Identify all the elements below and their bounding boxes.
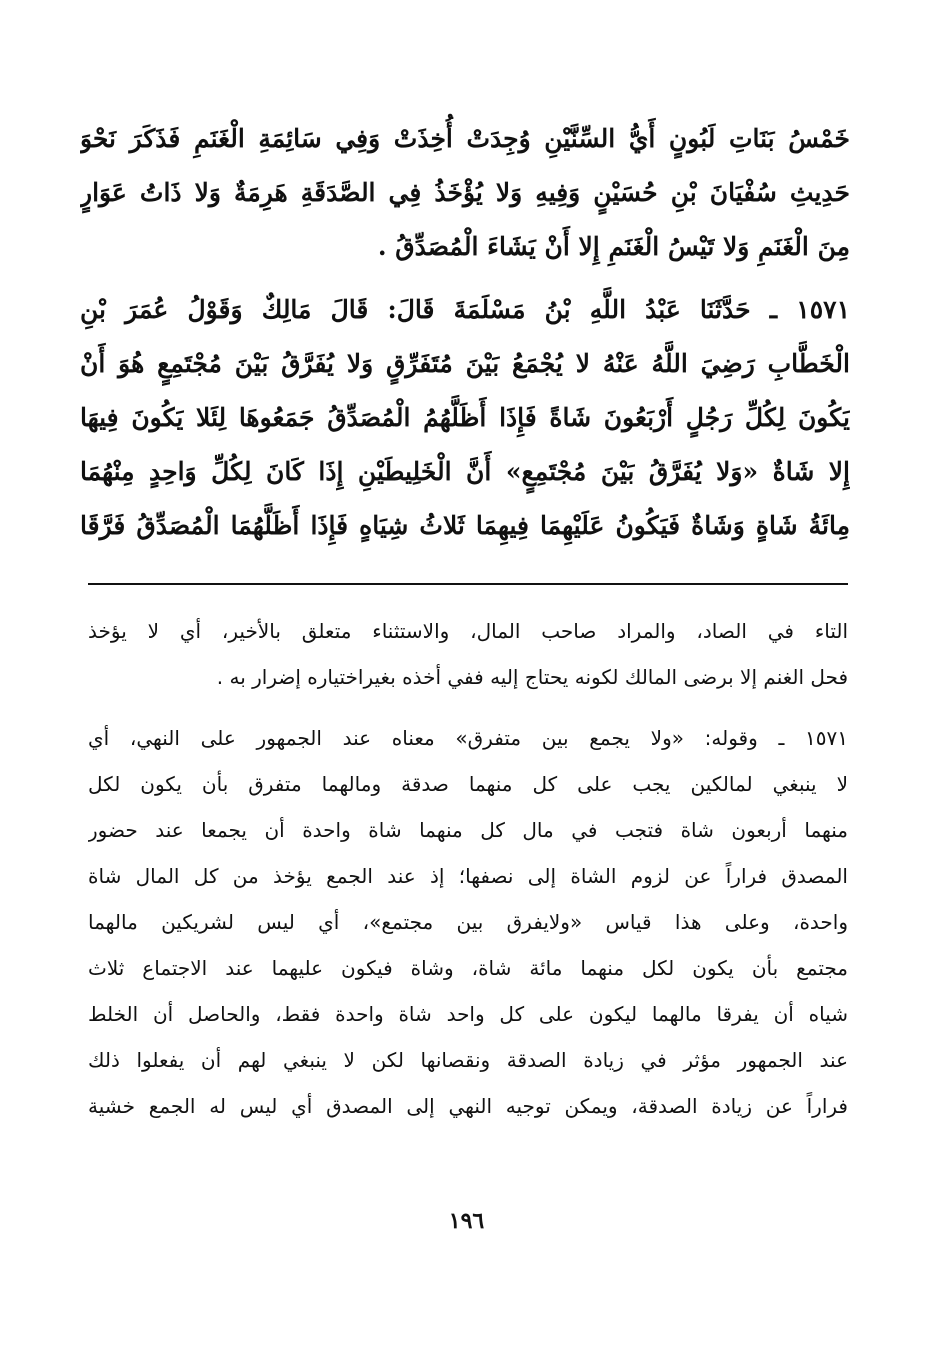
footnote-line: عند الجمهور مؤثر في زيادة الصدقة ونقصانها لكن لا ينبغي لهم أن يفعلوا ذلك [88,1048,848,1072]
footnote-divider [88,583,848,585]
footnote-line: واحدة، وعلى هذا قياس «ولايفرق بين مجتمع»، أي ليس لشريكين مالهما [88,910,848,934]
footnote-line: لا ينبغي لمالكين يجب على كل منهما صدقة ومالهما متفرق بأن يكون لكل [88,772,848,796]
footnote-line: المصدق فراراً عن لزوم الشاة إلى نصفها؛ إذ عند الجمع يؤخذ من كل المال شاة [88,864,848,888]
page-number: ١٩٦ [448,1208,485,1234]
footnote-paragraph-1 [88,608,848,700]
footnote-line: فحل الغنم إلا برضى المالك لكونه يحتاج إليه ففي أخذه بغيراختياره إضرار به . [216,665,848,689]
main-text-line: إِلا شَاةٌ «وَلا يُفَرَّقُ بَيْنَ مُجْتَمِعٍ» أَنَّ الْخَلِيطَيْنِ إِذَا كَانَ لِكُلِّ وَاحِدٍ مِنْهُمَا [80,457,850,486]
main-text-line: مِائَةُ شَاةٍ وَشَاةٌ فَيَكُونُ عَلَيْهِمَا فِيهِمَا ثَلاثُ شِيَاهٍ فَإِذَا أَظَلَّهُمَا الْمُصَدِّقُ فَرَّقَا [80,511,850,540]
main-paragraph-2 [80,283,850,553]
main-text-line: ١٥٧١ ـ حَدَّثَنَا عَبْدُ اللَّهِ بْنُ مَسْلَمَةَ قَالَ: قَالَ مَالِكٌ وَقَوْلُ عُمَرَ بْنِ [80,295,850,324]
footnote-line: فراراً عن زيادة الصدقة، ويمكن توجيه النهي إلى المصدق أي ليس له الجمع خشية [88,1094,848,1118]
main-text-line: يَكُونَ لِكُلِّ رَجُلٍ أَرْبَعُونَ شَاةً فَإِذَا أَظَلَّهُمُ الْمُصَدِّقُ جَمَعُوهَا لِئَلا يَكُونَ فِيهَا [80,403,850,432]
main-text-line: الْخَطَّابِ رَضِيَ اللَّهُ عَنْهُ لا يُجْمَعُ بَيْنَ مُتَفَرِّقٍ وَلا يُفَرَّقُ بَيْنَ مُجْتَمِعٍ هُوَ أَنْ [80,349,850,378]
footnote-line: التاء في الصاد، والمراد صاحب المال، والاستثناء متعلق بالأخير، أي لا يؤخذ [88,619,848,643]
main-text-line: مِنَ الْغَنَمِ وَلا تَيْسُ الْغَنَمِ إِلا أَنْ يَشَاءَ الْمُصَدِّقُ . [377,232,850,261]
footnote-paragraph-2 [88,715,848,1129]
footnote-line: منهما أربعون شاة فتجب في مال كل منهما شاة واحدة أن يجمعا عند حضور [88,818,848,842]
main-paragraph-1 [80,112,850,274]
main-text-line: حَدِيثِ سُفْيَانَ بْنِ حُسَيْنٍ وَفِيهِ وَلا يُؤْخَذُ فِي الصَّدَقَةِ هَرِمَةٌ وَلا ذَاتُ عَوَارٍ [80,178,850,207]
footnote-line: ١٥٧١ ـ وقوله: «ولا يجمع بين متفرق» معناه عند الجمهور على النهي، أي [88,726,848,750]
footnote-line: مجتمع بأن يكون لكل منهما مائة شاة، وشاة فيكون عليهما عند الاجتماع ثلاث [88,956,848,980]
main-text-line: خَمْسُ بَنَاتِ لَبُونٍ أَيُّ السِّنَّيْنِ وُجِدَتْ أُخِذَتْ وَفِي سَائِمَةِ الْغَنَمِ فَذَكَرَ نَحْوَ [80,124,850,153]
footnote-line: شياه أن يفرقا مالهما ليكون على كل واحد شاة واحدة فقط، والحاصل أن الخلط [88,1002,848,1026]
